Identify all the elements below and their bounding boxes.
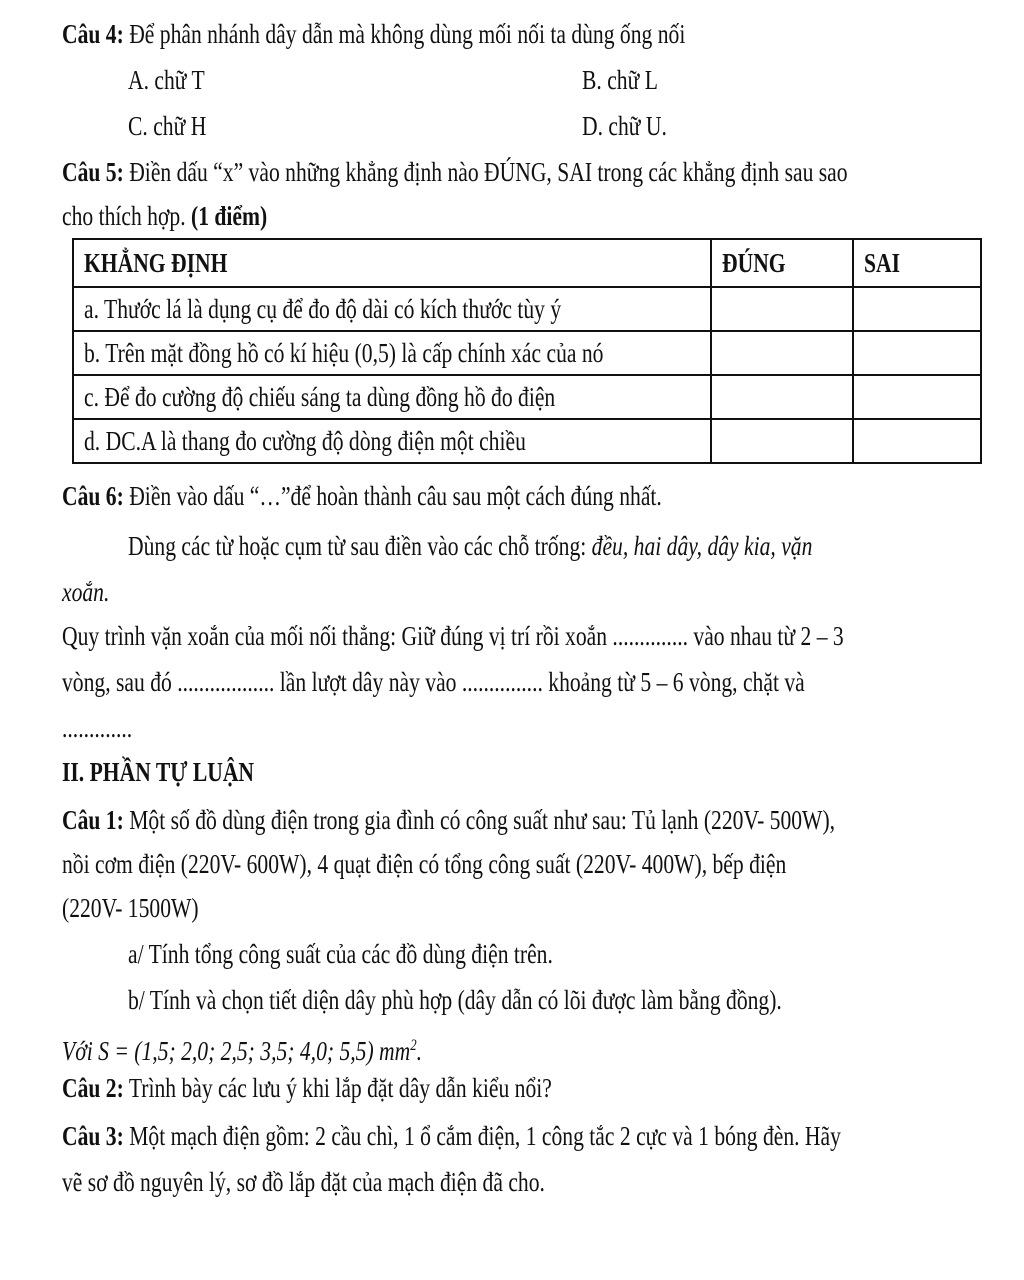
q6-instruction bbox=[128, 530, 812, 562]
part2-c1-s-values bbox=[62, 1030, 422, 1067]
false-answer-cell[interactable] bbox=[853, 375, 981, 419]
statement-cell: a. Thước lá là dụng cụ để đo độ dài có kích thước tùy ý bbox=[73, 287, 711, 331]
part2-c2 bbox=[62, 1072, 552, 1104]
part2-c3-label: Câu 3: bbox=[62, 1121, 124, 1151]
part2-c1-line1 bbox=[62, 804, 835, 836]
false-answer-cell[interactable] bbox=[853, 331, 981, 375]
true-answer-cell[interactable] bbox=[711, 287, 853, 331]
q4-text: Để phân nhánh dây dẫn mà không dùng mối nối ta dùng ống nối bbox=[129, 19, 686, 49]
q6-instruction-text: Dùng các từ hoặc cụm từ sau điền vào các chỗ trống: bbox=[128, 531, 587, 561]
q6-rule-line3: ............. bbox=[62, 713, 133, 743]
false-answer-cell[interactable] bbox=[853, 287, 981, 331]
part2-c2-label: Câu 2: bbox=[62, 1073, 124, 1103]
q4-option-a: A. chữ T bbox=[128, 65, 205, 95]
q6-word-list-cont: xoắn. bbox=[62, 577, 110, 607]
q5-text-line2: cho thích hợp. bbox=[62, 201, 186, 231]
part2-c2-text: Trình bày các lưu ý khi lắp đặt dây dẫn kiểu nổi? bbox=[128, 1073, 552, 1103]
q6-text: Điền vào dấu “…”để hoàn thành câu sau một cách đúng nhất. bbox=[129, 481, 662, 511]
header-false: SAI bbox=[853, 239, 981, 287]
s-values-text: Với S = (1,5; 2,0; 2,5; 3,5; 4,0; 5,5) mm bbox=[62, 1036, 411, 1066]
part2-c3-line1 bbox=[62, 1120, 841, 1152]
q6-question bbox=[62, 480, 662, 512]
part2-c1-line3: (220V- 1500W) bbox=[62, 893, 199, 923]
part2-c1-b: b/ Tính và chọn tiết diện dây phù hợp (dây dẫn có lõi được làm bằng đồng). bbox=[128, 985, 782, 1015]
part2-heading: II. PHẦN TỰ LUẬN bbox=[62, 757, 255, 787]
part2-c1-a: a/ Tính tổng công suất của các đồ dùng điện trên. bbox=[128, 939, 553, 969]
header-true: ĐÚNG bbox=[711, 239, 853, 287]
table-header-row bbox=[73, 239, 981, 287]
header-statement: KHẲNG ĐỊNH bbox=[73, 239, 711, 287]
q5-question bbox=[62, 156, 848, 188]
q4-option-b: B. chữ L bbox=[582, 65, 658, 95]
part2-c1-label: Câu 1: bbox=[62, 805, 124, 835]
table-row bbox=[73, 375, 981, 419]
s-values-end: . bbox=[416, 1036, 423, 1066]
q4-option-c: C. chữ H bbox=[128, 111, 207, 141]
true-answer-cell[interactable] bbox=[711, 419, 853, 463]
table-row bbox=[73, 419, 981, 463]
true-answer-cell[interactable] bbox=[711, 375, 853, 419]
statement-cell: b. Trên mặt đồng hồ có kí hiệu (0,5) là cấp chính xác của nó bbox=[73, 331, 711, 375]
part2-c1-text: Một số đồ dùng điện trong gia đình có công suất như sau: Tủ lạnh (220V- 500W), bbox=[129, 805, 836, 835]
q6-rule-line2: vòng, sau đó .................. lần lượt dây này vào ............... khoảng từ 5 – 6 vòng, chặt và bbox=[62, 667, 805, 697]
q5-text-line1: Điền dấu “x” vào những khẳng định nào ĐÚNG, SAI trong các khẳng định sau sao bbox=[129, 157, 848, 187]
table-row bbox=[73, 331, 981, 375]
s-unit-exponent: 2 bbox=[410, 1037, 417, 1054]
q6-word-list: đều, hai dây, dây kia, vặn bbox=[591, 531, 813, 561]
true-answer-cell[interactable] bbox=[711, 331, 853, 375]
q4-option-d: D. chữ U. bbox=[582, 111, 667, 141]
true-false-table bbox=[72, 238, 982, 464]
q5-label: Câu 5: bbox=[62, 157, 124, 187]
q5-points: (1 điểm) bbox=[191, 201, 268, 231]
false-answer-cell[interactable] bbox=[853, 419, 981, 463]
table-row bbox=[73, 287, 981, 331]
statement-cell: d. DC.A là thang đo cường độ dòng điện một chiều bbox=[73, 419, 711, 463]
part2-c3-line2: vẽ sơ đồ nguyên lý, sơ đồ lắp đặt của mạch điện đã cho. bbox=[62, 1167, 545, 1197]
statement-cell: c. Để đo cường độ chiếu sáng ta dùng đồng hồ đo điện bbox=[73, 375, 711, 419]
q5-question-cont bbox=[62, 200, 267, 232]
q6-label: Câu 6: bbox=[62, 481, 124, 511]
q4-label: Câu 4: bbox=[62, 19, 124, 49]
part2-c3-text: Một mạch điện gồm: 2 cầu chì, 1 ổ cắm điện, 1 công tắc 2 cực và 1 bóng đèn. Hãy bbox=[129, 1121, 841, 1151]
q4-question bbox=[62, 18, 685, 50]
q6-rule-line1: Quy trình vặn xoắn của mối nối thẳng: Giữ đúng vị trí rồi xoắn .............. vào nhau từ 2 – 3 bbox=[62, 621, 844, 651]
part2-c1-line2: nồi cơm điện (220V- 600W), 4 quạt điện có tổng công suất (220V- 400W), bếp điện bbox=[62, 849, 787, 879]
